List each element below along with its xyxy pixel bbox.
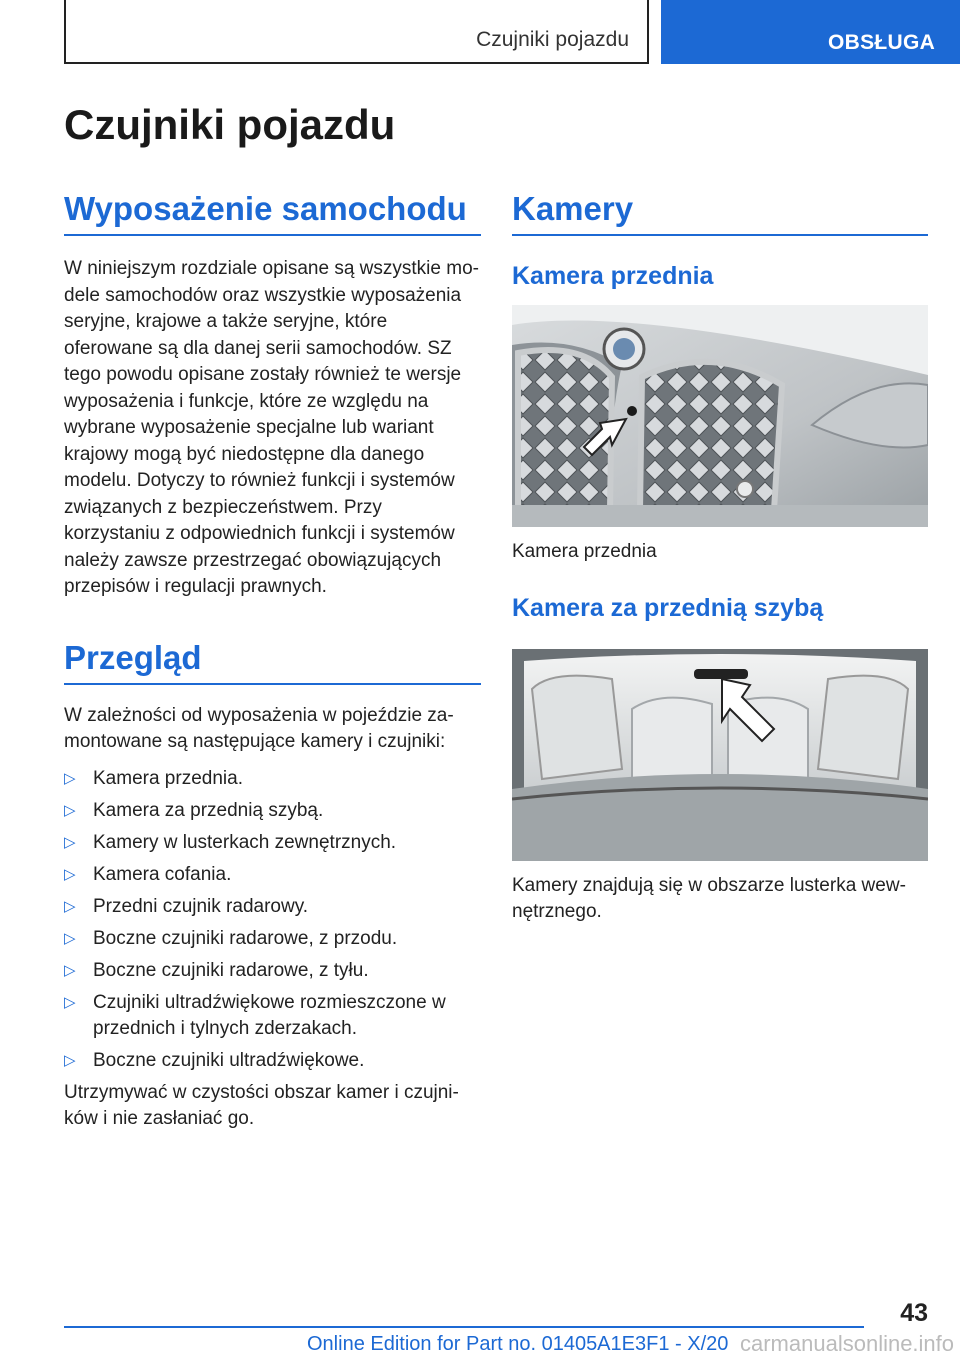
cleaning-note: Utrzymywać w czystości obszar kamer i czujników i nie zasłaniać go. <box>64 1081 459 1129</box>
heading-cameras: Kamery <box>512 190 928 236</box>
equipment-text: W niniejszym rozdziale opisane są wszystkie modele samochodów oraz wszystkie wyposażenia seryjne, krajowe a także seryjne, które oferowane są dla danej serii samochodów. SZ tego powodu opisane zostały również te wersje wyposażenia i funkcje, które ze względu na wybrane wyposażenie specjalne lub wariant krajowy mogą być niedostępne dla danego modelu. Dotyczy to również funkcji i systemów związanych z bezpieczeństwem. Przy korzystaniu z odpowiednich funkcji i systemów należy zawsze przestrzegać obowiązujących przepisów i regulacji prawnych. <box>64 258 479 597</box>
windshield-camera-image <box>512 649 928 861</box>
list-item: ▷ Kamera przednia. <box>64 766 481 792</box>
triangle-bullet-icon: ▷ <box>64 961 76 979</box>
page-title: Czujniki pojazdu <box>64 101 396 148</box>
triangle-bullet-icon: ▷ <box>64 993 76 1011</box>
heading-front-camera: Kamera przednia <box>512 262 714 290</box>
windshield-camera-caption: Kamery znajdują się w obszarze lusterka wewnętrznego. <box>512 874 906 922</box>
list-item: ▷ Kamera za przednią szybą. <box>64 798 481 824</box>
footer-divider <box>64 1326 864 1328</box>
front-camera-caption: Kamera przednia <box>512 541 657 562</box>
left-column <box>64 190 481 1133</box>
list-item: ▷ Kamera cofania. <box>64 862 481 888</box>
triangle-bullet-icon: ▷ <box>64 897 76 915</box>
front-camera-image <box>512 305 928 527</box>
list-item: ▷ Boczne czujniki ultradźwiękowe. <box>64 1048 481 1074</box>
list-item: ▷ Boczne czujniki radarowe, z przodu. <box>64 926 481 952</box>
header-section-box <box>64 0 649 64</box>
list-item: ▷ Przedni czujnik radarowy. <box>64 894 481 920</box>
heading-equipment: Wyposażenie samochodu <box>64 190 481 236</box>
list-item: ▷ Kamery w lusterkach zewnętrznych. <box>64 830 481 856</box>
triangle-bullet-icon: ▷ <box>64 833 76 851</box>
triangle-bullet-icon: ▷ <box>64 801 76 819</box>
triangle-bullet-icon: ▷ <box>64 929 76 947</box>
overview-intro: W zależności od wyposażenia w pojeździe zamontowane są następujące kamery i czujniki: <box>64 704 454 752</box>
watermark: carmanualsonline.info <box>740 1331 955 1356</box>
header-section-title: Czujniki pojazdu <box>476 28 629 51</box>
sensor-list <box>64 766 481 1074</box>
list-item: ▷ Czujniki ultradźwiękowe rozmieszczone w przednich i tylnych zderzakach. <box>64 991 446 1039</box>
triangle-bullet-icon: ▷ <box>64 1051 76 1069</box>
right-column <box>512 190 928 926</box>
heading-windshield-camera: Kamera za przednią szybą <box>512 593 824 622</box>
triangle-bullet-icon: ▷ <box>64 769 76 787</box>
page-number: 43 <box>900 1299 928 1327</box>
list-item: ▷ Boczne czujniki radarowe, z tyłu. <box>64 958 481 984</box>
header-chapter-tab: OBSŁUGA <box>661 0 960 64</box>
heading-overview: Przegląd <box>64 639 481 685</box>
footer-edition: Online Edition for Part no. 01405A1E3F1 - X/20 <box>307 1333 729 1355</box>
triangle-bullet-icon: ▷ <box>64 865 76 883</box>
